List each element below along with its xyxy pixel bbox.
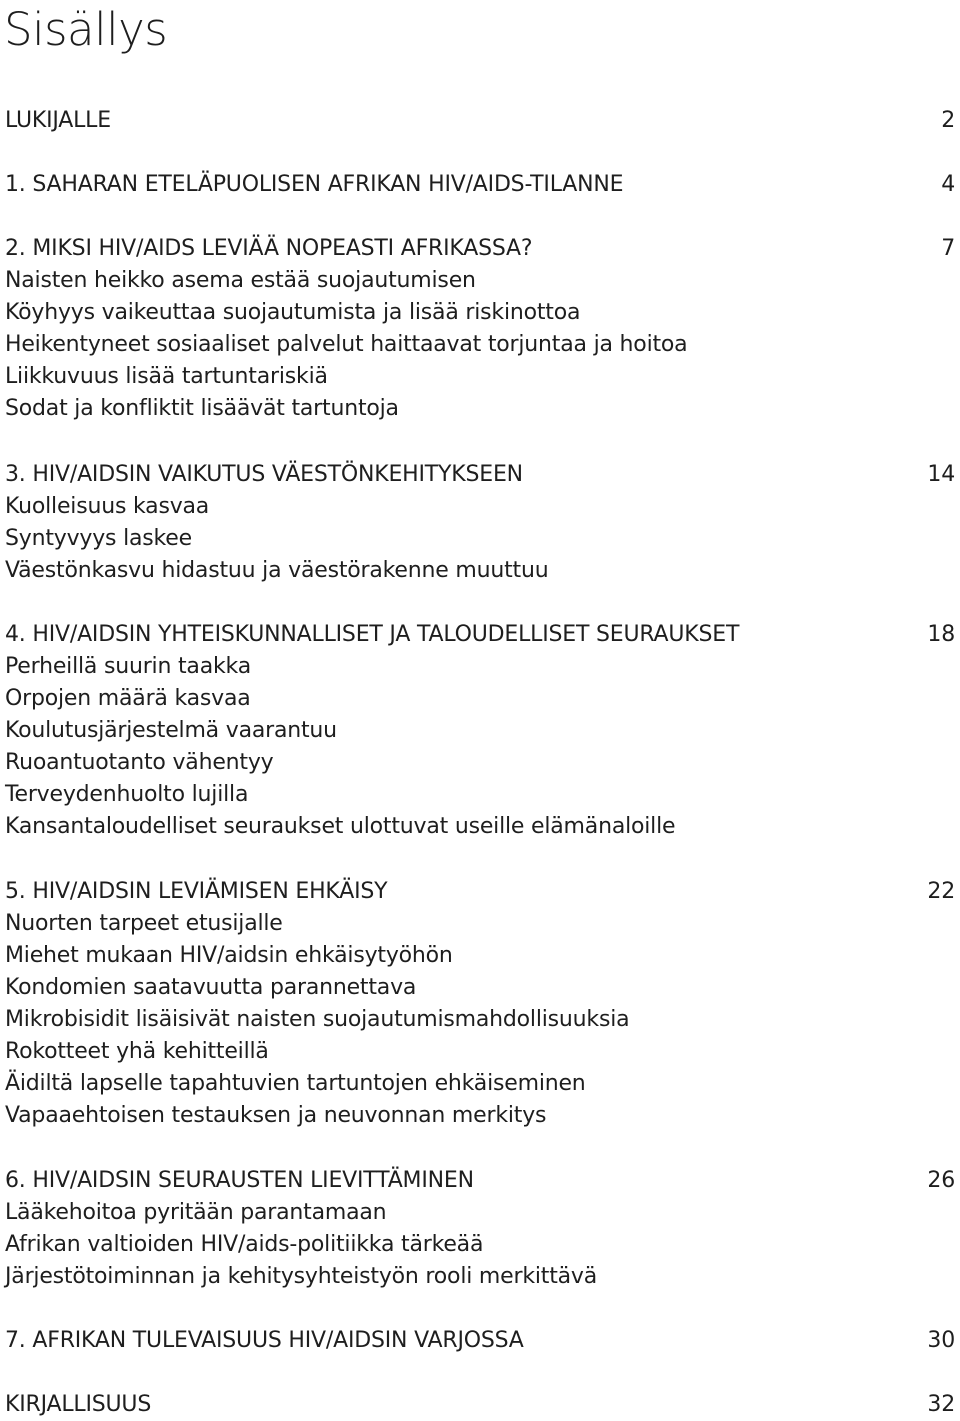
toc-subitem-label: Afrikan valtioiden HIV/aids-politiikka tärkeää xyxy=(5,1232,484,1257)
toc-subitem[interactable] xyxy=(5,491,955,523)
toc-heading: 1. SAHARAN ETELÄPUOLISEN AFRIKAN HIV/AIDS-TILANNE xyxy=(5,172,624,197)
toc-heading-row[interactable] xyxy=(5,105,955,137)
toc-heading-row[interactable] xyxy=(5,169,955,201)
toc-page-number: 26 xyxy=(927,1168,955,1193)
toc-subitem[interactable] xyxy=(5,940,955,972)
toc-subitem-label: Köyhyys vaikeuttaa suojautumista ja lisää riskinottoa xyxy=(5,300,581,325)
toc-subitem-label: Koulutusjärjestelmä vaarantuu xyxy=(5,718,337,743)
toc-heading-row[interactable] xyxy=(5,1325,955,1357)
toc-heading-row[interactable] xyxy=(5,1165,955,1197)
toc-subitem[interactable] xyxy=(5,972,955,1004)
toc-subitem-label: Syntyvyys laskee xyxy=(5,526,192,551)
toc-subitem[interactable] xyxy=(5,1229,955,1261)
toc-subitem[interactable] xyxy=(5,1197,955,1229)
toc-subitem[interactable] xyxy=(5,393,955,425)
toc-subitem[interactable] xyxy=(5,811,955,843)
toc-subitem-label: Kuolleisuus kasvaa xyxy=(5,494,210,519)
toc-page-number: 2 xyxy=(941,108,955,133)
toc-heading: KIRJALLISUUS xyxy=(5,1392,152,1417)
toc-subitem-label: Kondomien saatavuutta parannettava xyxy=(5,975,417,1000)
toc-subitem-label: Kansantaloudelliset seuraukset ulottuvat useille elämänaloille xyxy=(5,814,676,839)
toc-subitem[interactable] xyxy=(5,1068,955,1100)
toc-subitem[interactable] xyxy=(5,361,955,393)
toc-subitem-label: Sodat ja konfliktit lisäävät tartuntoja xyxy=(5,396,399,421)
toc-page-number: 32 xyxy=(927,1392,955,1417)
toc-subitem[interactable] xyxy=(5,329,955,361)
toc-heading-row[interactable] xyxy=(5,459,955,491)
toc-subitem-label: Nuorten tarpeet etusijalle xyxy=(5,911,283,936)
toc-subitem-label: Heikentyneet sosiaaliset palvelut haittaavat torjuntaa ja hoitoa xyxy=(5,332,688,357)
toc-subitem-label: Mikrobisidit lisäisivät naisten suojautumismahdollisuuksia xyxy=(5,1007,630,1032)
toc-heading: 4. HIV/AIDSIN YHTEISKUNNALLISET JA TALOUDELLISET SEURAUKSET xyxy=(5,622,740,647)
toc-subitem-label: Liikkuvuus lisää tartuntariskiä xyxy=(5,364,328,389)
toc-subitem[interactable] xyxy=(5,715,955,747)
toc-subitem[interactable] xyxy=(5,265,955,297)
toc-heading: LUKIJALLE xyxy=(5,108,111,133)
toc-subitem[interactable] xyxy=(5,747,955,779)
toc-heading: 5. HIV/AIDSIN LEVIÄMISEN EHKÄISY xyxy=(5,879,388,904)
toc-section-6 xyxy=(5,1165,955,1293)
toc-subitem[interactable] xyxy=(5,1261,955,1293)
toc-heading: 7. AFRIKAN TULEVAISUUS HIV/AIDSIN VARJOSSA xyxy=(5,1328,524,1353)
toc-section-7 xyxy=(5,1325,955,1357)
toc-heading: 6. HIV/AIDSIN SEURAUSTEN LIEVITTÄMINEN xyxy=(5,1168,474,1193)
toc-subitem[interactable] xyxy=(5,297,955,329)
toc-subitem-label: Ruoantuotanto vähentyy xyxy=(5,750,274,775)
toc-subitem-label: Vapaaehtoisen testauksen ja neuvonnan merkitys xyxy=(5,1103,547,1128)
toc-heading-row[interactable] xyxy=(5,233,955,265)
toc-section-4 xyxy=(5,619,955,843)
toc-subitem-label: Perheillä suurin taakka xyxy=(5,654,251,679)
toc-page-number: 7 xyxy=(941,236,955,261)
toc-subitem[interactable] xyxy=(5,779,955,811)
toc-subitem-label: Miehet mukaan HIV/aidsin ehkäisytyöhön xyxy=(5,943,453,968)
toc-subitem-label: Järjestötoiminnan ja kehitysyhteistyön rooli merkittävä xyxy=(5,1264,598,1289)
toc-section-1 xyxy=(5,169,955,201)
toc-subitem[interactable] xyxy=(5,555,955,587)
toc-subitem[interactable] xyxy=(5,908,955,940)
toc-subitem[interactable] xyxy=(5,683,955,715)
toc-subitem-label: Naisten heikko asema estää suojautumisen xyxy=(5,268,476,293)
toc-section-2 xyxy=(5,233,955,425)
toc-page-number: 4 xyxy=(941,172,955,197)
toc-subitem[interactable] xyxy=(5,651,955,683)
toc-page-number: 18 xyxy=(927,622,955,647)
toc-heading: 3. HIV/AIDSIN VAIKUTUS VÄESTÖNKEHITYKSEEN xyxy=(5,462,523,487)
toc-subitem-label: Orpojen määrä kasvaa xyxy=(5,686,251,711)
toc-subitem[interactable] xyxy=(5,1100,955,1132)
toc-page-number: 14 xyxy=(927,462,955,487)
toc-heading-row[interactable] xyxy=(5,876,955,908)
toc-section-5 xyxy=(5,876,955,1132)
toc-section-kirjallisuus xyxy=(5,1389,955,1421)
toc-section-lukijalle xyxy=(5,105,955,137)
toc-subitem[interactable] xyxy=(5,1004,955,1036)
page-title: Sisällys xyxy=(4,3,168,56)
toc-subitem-label: Terveydenhuolto lujilla xyxy=(5,782,249,807)
toc-subitem[interactable] xyxy=(5,1036,955,1068)
toc-subitem-label: Äidiltä lapselle tapahtuvien tartuntojen ehkäiseminen xyxy=(5,1071,586,1096)
toc-heading-row[interactable] xyxy=(5,619,955,651)
toc-page-number: 30 xyxy=(927,1328,955,1353)
toc-heading: 2. MIKSI HIV/AIDS LEVIÄÄ NOPEASTI AFRIKASSA? xyxy=(5,236,533,261)
toc-subitem[interactable] xyxy=(5,523,955,555)
toc-page-number: 22 xyxy=(927,879,955,904)
toc-subitem-label: Rokotteet yhä kehitteillä xyxy=(5,1039,269,1064)
toc-heading-row[interactable] xyxy=(5,1389,955,1421)
toc-section-3 xyxy=(5,459,955,587)
toc-subitem-label: Väestönkasvu hidastuu ja väestörakenne muuttuu xyxy=(5,558,549,583)
toc-subitem-label: Lääkehoitoa pyritään parantamaan xyxy=(5,1200,387,1225)
